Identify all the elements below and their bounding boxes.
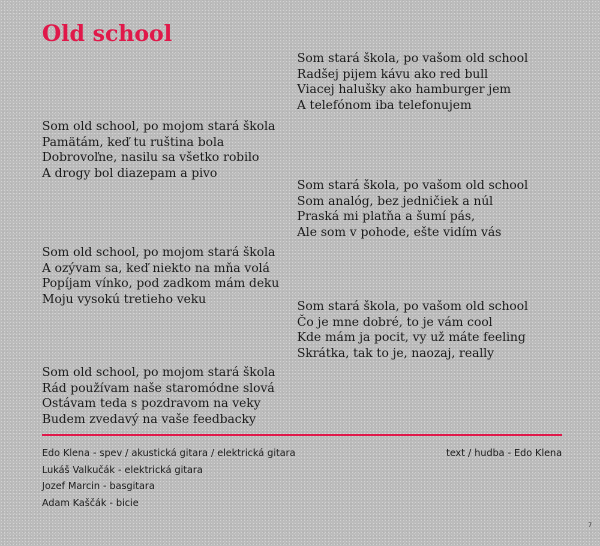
lyric-line: Kde mám ja pocit, vy už máte feeling: [297, 330, 526, 345]
lyric-line: Skrátka, tak to je, naozaj, really: [297, 345, 495, 360]
lyric-line: A drogy bol diazepam a pivo: [42, 165, 218, 180]
lyric-line: Som analóg, bez jedničiek a núl: [297, 193, 494, 208]
lyric-line: Čo je mne dobré, to je vám cool: [297, 314, 493, 329]
lyric-line: Som stará škola, po vašom old school: [297, 51, 528, 65]
lyric-line: Rád používam naše staromódne slová: [42, 380, 275, 395]
lyric-line: Viacej halušky ako hamburger jem: [297, 82, 511, 97]
stanza-3: [297, 178, 528, 240]
stanza-2: [42, 119, 275, 181]
lyric-line: Moju vysokú tretieho veku: [42, 291, 207, 306]
lyric-line: Budem zvedavý na vaše feedbacky: [42, 411, 256, 426]
page-number: 7: [588, 522, 592, 529]
lyric-line: Ale som v pohode, ešte vidím vás: [297, 224, 502, 239]
lyric-line: Ostávam teda s pozdravom na veky: [42, 396, 261, 411]
lyric-line: Som stará škola, po vašom old school: [297, 178, 528, 192]
band-credits: [42, 446, 295, 512]
stanza-6: [42, 365, 275, 427]
lyric-line: Praská mi platňa a šumí pás,: [297, 209, 476, 224]
lyric-line: Popíjam vínko, pod zadkom mám deku: [42, 276, 280, 291]
stanza-1: [297, 51, 528, 113]
credit-line: Edo Klena - spev / akustická gitara / elektrická gitara: [42, 448, 296, 459]
stanza-4: [42, 245, 279, 307]
lyric-line: Som old school, po mojom stará škola: [42, 245, 276, 259]
lyric-line: Radšej pijem kávu ako red bull: [297, 66, 489, 81]
credit-line: Adam Kaščák - bicie: [42, 497, 139, 509]
credit-line: Lukáš Valkučák - elektrická gitara: [42, 464, 203, 476]
lyric-line: Som stará škola, po vašom old school: [297, 299, 528, 313]
author-credit: text / hudba - Edo Klena: [446, 448, 562, 459]
lyric-line: A telefónom iba telefonujem: [297, 97, 472, 112]
song-title: Old school: [42, 21, 173, 47]
lyric-line: Pamätám, keď tu ruština bola: [42, 134, 225, 149]
lyric-line: Som old school, po mojom stará škola: [42, 365, 276, 379]
lyric-line: Som old school, po mojom stará škola: [42, 119, 276, 133]
accent-divider: [42, 434, 562, 436]
credit-line: Jozef Marcin - basgitara: [42, 481, 155, 492]
lyric-line: Dobrovoľne, nasilu sa všetko robilo: [42, 150, 260, 165]
stanza-5: [297, 299, 528, 361]
lyric-line: A ozývam sa, keď niekto na mňa volá: [42, 260, 270, 275]
